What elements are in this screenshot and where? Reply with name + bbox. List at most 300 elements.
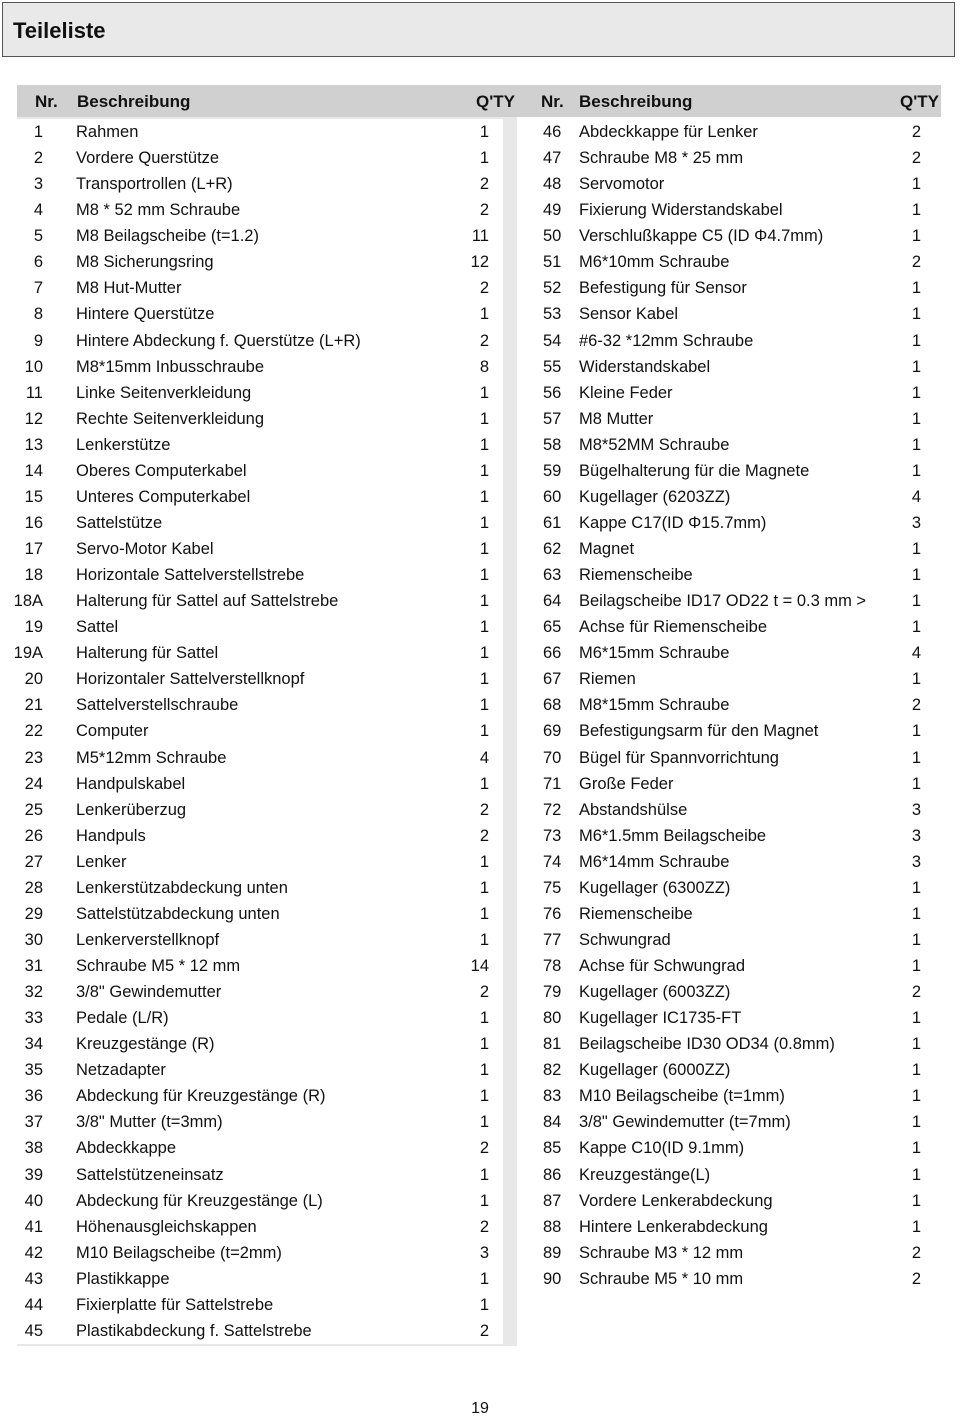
part-quantity: 1	[479, 1165, 489, 1184]
part-number: 72	[543, 800, 562, 819]
part-quantity: 2	[479, 1321, 489, 1340]
part-quantity: 1	[479, 123, 489, 141]
part-quantity: 2	[911, 123, 921, 141]
table-row	[17, 223, 503, 249]
page-title: Teileliste	[13, 18, 106, 43]
part-quantity: 1	[911, 279, 921, 298]
part-number: 59	[543, 461, 562, 480]
part-description: Netzadapter	[76, 1061, 166, 1080]
table-row	[517, 223, 941, 249]
table-row	[17, 1266, 503, 1292]
part-description: Halterung für Sattel	[76, 644, 219, 663]
part-number: 73	[543, 826, 562, 845]
part-quantity: 8	[479, 357, 489, 376]
part-description: Unteres Computerkabel	[76, 487, 251, 506]
title-box	[2, 2, 955, 57]
part-description: Achse für Schwungrad	[579, 957, 746, 975]
table-row	[517, 1083, 941, 1109]
part-description: M8*15mm Inbusschraube	[76, 357, 265, 376]
part-quantity: 1	[479, 513, 489, 532]
part-description: Riemenscheibe	[579, 904, 693, 923]
part-quantity: 1	[911, 930, 921, 949]
part-description: Horizontaler Sattelverstellknopf	[76, 670, 305, 689]
part-quantity: 3	[479, 1243, 489, 1262]
part-number: 86	[543, 1165, 562, 1184]
part-description: Lenker	[76, 852, 127, 871]
part-number: 27	[24, 852, 43, 871]
part-number: 77	[543, 930, 562, 949]
part-number: 17	[24, 540, 43, 558]
part-quantity: 1	[911, 357, 921, 376]
part-description: Schraube M8 * 25 mm	[579, 149, 744, 168]
part-description: Hintere Abdeckung f. Querstütze (L+R)	[76, 331, 361, 350]
part-number: 74	[543, 852, 562, 871]
part-description: M6*10mm Schraube	[579, 253, 730, 272]
part-number: 81	[543, 1035, 562, 1054]
table-row	[517, 1109, 941, 1135]
part-number: 68	[543, 696, 562, 715]
table-row	[517, 275, 941, 301]
part-quantity: 1	[479, 878, 489, 897]
part-quantity: 2	[911, 983, 921, 1002]
part-description: Beilagscheibe ID30 OD34 (0.8mm)	[579, 1035, 835, 1054]
part-quantity: 2	[479, 1139, 489, 1158]
part-quantity: 1	[911, 878, 921, 897]
part-number: 29	[24, 904, 43, 923]
part-quantity: 1	[911, 670, 921, 689]
part-description: Abdeckkappe für Lenker	[579, 123, 758, 141]
part-quantity: 3	[911, 852, 921, 871]
part-number: 52	[543, 279, 562, 298]
part-description: Schraube M5 * 12 mm	[76, 957, 241, 975]
table-row	[517, 1005, 941, 1031]
part-quantity: 1	[479, 1295, 489, 1314]
part-quantity: 1	[479, 383, 489, 402]
part-number: 25	[24, 800, 43, 819]
part-number: 89	[543, 1243, 562, 1262]
part-quantity: 1	[479, 930, 489, 949]
part-number: 6	[33, 253, 43, 272]
table-row	[17, 614, 503, 640]
part-quantity: 1	[911, 1139, 921, 1158]
part-description: Sattelverstellschraube	[76, 696, 239, 715]
part-number: 57	[543, 409, 562, 428]
part-description: Beilagscheibe ID17 OD22 t = 0.3 mm >	[579, 592, 867, 611]
part-number: 13	[24, 435, 43, 454]
part-quantity: 1	[479, 461, 489, 480]
part-number: 55	[543, 357, 562, 376]
part-description: Servo-Motor Kabel	[76, 540, 214, 558]
part-description: Abdeckung für Kreuzgestänge (L)	[76, 1191, 323, 1210]
table-row	[17, 1005, 503, 1031]
part-description: Servomotor	[579, 175, 665, 194]
part-number: 7	[33, 279, 43, 298]
table-row	[517, 510, 941, 536]
part-description: M10 Beilagscheibe (t=1mm)	[579, 1087, 785, 1106]
part-description: Oberes Computerkabel	[76, 461, 247, 480]
part-number: 30	[24, 930, 43, 949]
table-row	[517, 145, 941, 171]
table-row	[17, 145, 503, 171]
part-number: 82	[543, 1061, 562, 1080]
table-row	[517, 562, 941, 588]
part-quantity: 3	[911, 513, 921, 532]
part-quantity: 1	[479, 1061, 489, 1080]
part-number: 61	[543, 513, 562, 532]
part-description: Fixierplatte für Sattelstrebe	[76, 1295, 274, 1314]
part-description: Kleine Feder	[579, 383, 673, 402]
part-quantity: 1	[911, 566, 921, 585]
table-row	[17, 406, 503, 432]
part-description: M6*1.5mm Beilagscheibe	[579, 826, 767, 845]
part-description: Sattelstützeneinsatz	[76, 1165, 224, 1184]
part-quantity: 12	[470, 253, 489, 272]
part-number: 1	[33, 123, 43, 141]
part-number: 39	[24, 1165, 43, 1184]
table-row	[17, 1214, 503, 1240]
header-qty: Q'TY	[476, 92, 515, 111]
part-description: Sattelstützabdeckung unten	[76, 904, 280, 923]
part-number: 50	[543, 227, 562, 246]
part-number: 64	[543, 592, 562, 611]
part-quantity: 1	[911, 461, 921, 480]
table-row	[17, 666, 503, 692]
part-number: 49	[543, 201, 562, 220]
part-number: 54	[543, 331, 562, 350]
part-description: Transportrollen (L+R)	[76, 175, 233, 194]
part-number: 37	[24, 1113, 43, 1132]
part-number: 32	[24, 983, 43, 1002]
table-row	[17, 979, 503, 1005]
table-row	[517, 718, 941, 744]
part-quantity: 3	[911, 800, 921, 819]
part-quantity: 1	[911, 435, 921, 454]
part-description: M6*15mm Schraube	[579, 644, 730, 663]
part-number: 40	[24, 1191, 43, 1210]
part-description: Große Feder	[579, 774, 674, 793]
part-number: 4	[33, 201, 43, 220]
part-number: 26	[24, 826, 43, 845]
part-description: Riemen	[579, 670, 636, 689]
part-description: Kappe C17(ID Φ15.7mm)	[579, 513, 767, 532]
part-quantity: 1	[911, 409, 921, 428]
table-row	[517, 640, 941, 666]
part-description: Sattel	[76, 618, 119, 637]
part-number: 10	[24, 357, 43, 376]
table-row	[517, 432, 941, 458]
part-number: 5	[33, 227, 43, 246]
part-description: Pedale (L/R)	[76, 1009, 169, 1028]
part-number: 63	[543, 566, 562, 585]
part-description: Horizontale Sattelverstellstrebe	[76, 566, 305, 585]
part-number: 42	[24, 1243, 43, 1262]
part-description: Kugellager (6000ZZ)	[579, 1061, 731, 1080]
part-number: 84	[543, 1113, 562, 1132]
part-quantity: 2	[479, 826, 489, 845]
part-quantity: 1	[911, 1087, 921, 1106]
part-description: Handpulskabel	[76, 774, 186, 793]
table-row	[517, 797, 941, 823]
table-row	[17, 771, 503, 797]
part-number: 33	[24, 1009, 43, 1028]
part-quantity: 1	[479, 774, 489, 793]
part-number: 38	[24, 1139, 43, 1158]
table-row	[17, 1031, 503, 1057]
table-row	[517, 119, 941, 145]
table-row	[17, 354, 503, 380]
table-row	[17, 171, 503, 197]
part-number: 34	[24, 1035, 43, 1054]
part-description: Sensor Kabel	[579, 305, 679, 324]
part-quantity: 1	[911, 1061, 921, 1080]
part-number: 62	[543, 540, 562, 558]
table-row	[517, 849, 941, 875]
table-row	[517, 1057, 941, 1083]
part-description: Kreuzgestänge(L)	[579, 1165, 711, 1184]
part-number: 53	[543, 305, 562, 324]
part-quantity: 1	[911, 618, 921, 637]
part-description: Vordere Lenkerabdeckung	[579, 1191, 773, 1210]
part-quantity: 2	[479, 279, 489, 298]
table-row	[17, 197, 503, 223]
table-row	[17, 510, 503, 536]
table-row	[517, 171, 941, 197]
part-number: 60	[543, 487, 562, 506]
table-row	[17, 458, 503, 484]
table-row	[17, 536, 503, 562]
part-description: Hintere Querstütze	[76, 305, 215, 324]
part-quantity: 1	[479, 149, 489, 168]
part-description: Plastikabdeckung f. Sattelstrebe	[76, 1321, 312, 1340]
part-quantity: 1	[911, 1009, 921, 1028]
part-number: 69	[543, 722, 562, 741]
table-row	[517, 536, 941, 562]
part-number: 19A	[13, 644, 43, 663]
part-quantity: 1	[479, 644, 489, 663]
part-quantity: 1	[479, 670, 489, 689]
part-description: Widerstandskabel	[579, 357, 711, 376]
part-quantity: 1	[911, 748, 921, 767]
page-number: 19	[471, 1400, 489, 1417]
part-description: Riemenscheibe	[579, 566, 693, 585]
part-number: 65	[543, 618, 562, 637]
part-description: Achse für Riemenscheibe	[579, 618, 768, 637]
table-row	[17, 1318, 503, 1344]
part-number: 46	[543, 123, 562, 141]
part-description: M8 Beilagscheibe (t=1.2)	[76, 227, 259, 246]
table-row	[517, 1135, 941, 1161]
part-number: 19	[24, 618, 43, 637]
table-row	[17, 797, 503, 823]
part-description: Plastikkappe	[76, 1269, 170, 1288]
part-description: Schraube M3 * 12 mm	[579, 1243, 744, 1262]
table-row	[517, 1162, 941, 1188]
part-number: 31	[24, 957, 43, 975]
part-number: 18	[24, 566, 43, 585]
part-number: 90	[543, 1269, 562, 1288]
part-description: Schraube M5 * 10 mm	[579, 1269, 744, 1288]
part-quantity: 1	[911, 305, 921, 324]
part-number: 8	[33, 305, 43, 324]
part-quantity: 1	[911, 904, 921, 923]
table-row	[17, 927, 503, 953]
part-quantity: 1	[479, 1009, 489, 1028]
part-description: M8 Hut-Mutter	[76, 279, 182, 298]
part-number: 79	[543, 983, 562, 1002]
part-description: Handpuls	[76, 826, 146, 845]
part-number: 16	[24, 513, 43, 532]
part-description: Kugellager (6300ZZ)	[579, 878, 731, 897]
part-description: M10 Beilagscheibe (t=2mm)	[76, 1243, 282, 1262]
part-description: Computer	[76, 722, 149, 741]
table-row	[17, 692, 503, 718]
table-row	[17, 484, 503, 510]
part-number: 20	[24, 670, 43, 689]
part-description: 3/8" Mutter (t=3mm)	[76, 1113, 223, 1132]
part-number: 28	[24, 878, 43, 897]
table-row	[517, 1031, 941, 1057]
part-quantity: 2	[479, 331, 489, 350]
table-row	[17, 875, 503, 901]
header-description: Beschreibung	[77, 92, 191, 111]
table-row	[517, 197, 941, 223]
header-nr: Nr.	[541, 92, 564, 111]
table-row	[517, 301, 941, 327]
part-quantity: 1	[911, 774, 921, 793]
part-number: 88	[543, 1217, 562, 1236]
part-quantity: 1	[479, 566, 489, 585]
part-number: 70	[543, 748, 562, 767]
table-row	[13, 640, 503, 666]
part-description: M8*15mm Schraube	[579, 696, 730, 715]
part-number: 23	[24, 748, 43, 767]
part-quantity: 1	[479, 435, 489, 454]
table-row	[517, 614, 941, 640]
part-description: M8*52MM Schraube	[579, 435, 730, 454]
part-description: Hintere Lenkerabdeckung	[579, 1217, 768, 1236]
part-description: #6-32 *12mm Schraube	[579, 331, 754, 350]
part-quantity: 1	[911, 1035, 921, 1054]
table-row	[517, 823, 941, 849]
part-quantity: 1	[479, 904, 489, 923]
part-quantity: 1	[911, 592, 921, 611]
part-number: 85	[543, 1139, 562, 1158]
table-row	[13, 588, 503, 614]
part-description: Rahmen	[76, 123, 139, 141]
part-number: 41	[24, 1217, 43, 1236]
table-row	[17, 119, 503, 145]
table-row	[17, 432, 503, 458]
part-quantity: 1	[911, 383, 921, 402]
part-quantity: 2	[479, 175, 489, 194]
part-number: 22	[24, 722, 43, 741]
part-quantity: 2	[479, 1217, 489, 1236]
part-description: Kappe C10(ID 9.1mm)	[579, 1139, 745, 1158]
part-number: 14	[24, 461, 43, 480]
table-row	[17, 1109, 503, 1135]
part-quantity: 1	[479, 409, 489, 428]
header-description: Beschreibung	[579, 92, 693, 111]
part-quantity: 1	[479, 592, 489, 611]
table-row	[17, 1057, 503, 1083]
table-row	[517, 406, 941, 432]
part-quantity: 1	[479, 696, 489, 715]
part-description: Befestigungsarm für den Magnet	[579, 722, 819, 741]
part-quantity: 1	[911, 1165, 921, 1184]
table-row	[17, 1292, 503, 1318]
table-row	[17, 275, 503, 301]
part-description: Bügel für Spannvorrichtung	[579, 748, 779, 767]
part-quantity: 2	[479, 201, 489, 220]
table-row	[17, 562, 503, 588]
part-quantity: 2	[479, 800, 489, 819]
table-row	[17, 1188, 503, 1214]
part-number: 51	[543, 253, 562, 272]
table-row	[17, 328, 503, 354]
table-row	[517, 588, 941, 614]
part-description: Rechte Seitenverkleidung	[76, 409, 265, 428]
table-row	[17, 1240, 503, 1266]
part-number: 21	[24, 696, 43, 715]
part-quantity: 1	[911, 331, 921, 350]
table-row	[17, 1162, 503, 1188]
part-number: 43	[24, 1269, 43, 1288]
part-quantity: 1	[479, 852, 489, 871]
part-description: Abdeckung für Kreuzgestänge (R)	[76, 1087, 326, 1106]
part-quantity: 2	[911, 1243, 921, 1262]
table-row	[517, 1214, 941, 1240]
table-row	[517, 1266, 941, 1292]
part-description: M5*12mm Schraube	[76, 748, 227, 767]
table-header-left	[17, 85, 517, 117]
part-number: 66	[543, 644, 562, 663]
part-description: M8 Sicherungsring	[76, 253, 214, 272]
part-description: Kreuzgestänge (R)	[76, 1035, 215, 1054]
table-row	[517, 692, 941, 718]
table-row	[17, 301, 503, 327]
table-row	[17, 953, 503, 979]
part-quantity: 2	[479, 983, 489, 1002]
part-quantity: 2	[911, 1269, 921, 1288]
table-row	[517, 979, 941, 1005]
part-quantity: 1	[911, 1217, 921, 1236]
part-quantity: 1	[479, 305, 489, 324]
part-number: 76	[543, 904, 562, 923]
part-description: Abstandshülse	[579, 800, 688, 819]
table-body-right	[517, 117, 941, 1292]
part-description: Verschlußkappe C5 (ID Φ4.7mm)	[579, 227, 824, 246]
table-header-right	[517, 85, 941, 117]
table-row	[517, 354, 941, 380]
table-body-left	[13, 117, 517, 1346]
table-row	[517, 953, 941, 979]
part-quantity: 2	[911, 696, 921, 715]
part-number: 47	[543, 149, 562, 168]
part-quantity: 1	[911, 1191, 921, 1210]
part-quantity: 4	[911, 644, 921, 663]
table-row	[517, 666, 941, 692]
part-quantity: 1	[479, 618, 489, 637]
part-number: 11	[25, 383, 43, 402]
part-number: 15	[24, 487, 43, 506]
part-quantity: 1	[479, 487, 489, 506]
part-quantity: 1	[911, 201, 921, 220]
table-row	[517, 927, 941, 953]
part-quantity: 1	[479, 1113, 489, 1132]
table-row	[17, 849, 503, 875]
part-number: 58	[543, 435, 562, 454]
part-quantity: 1	[479, 1087, 489, 1106]
